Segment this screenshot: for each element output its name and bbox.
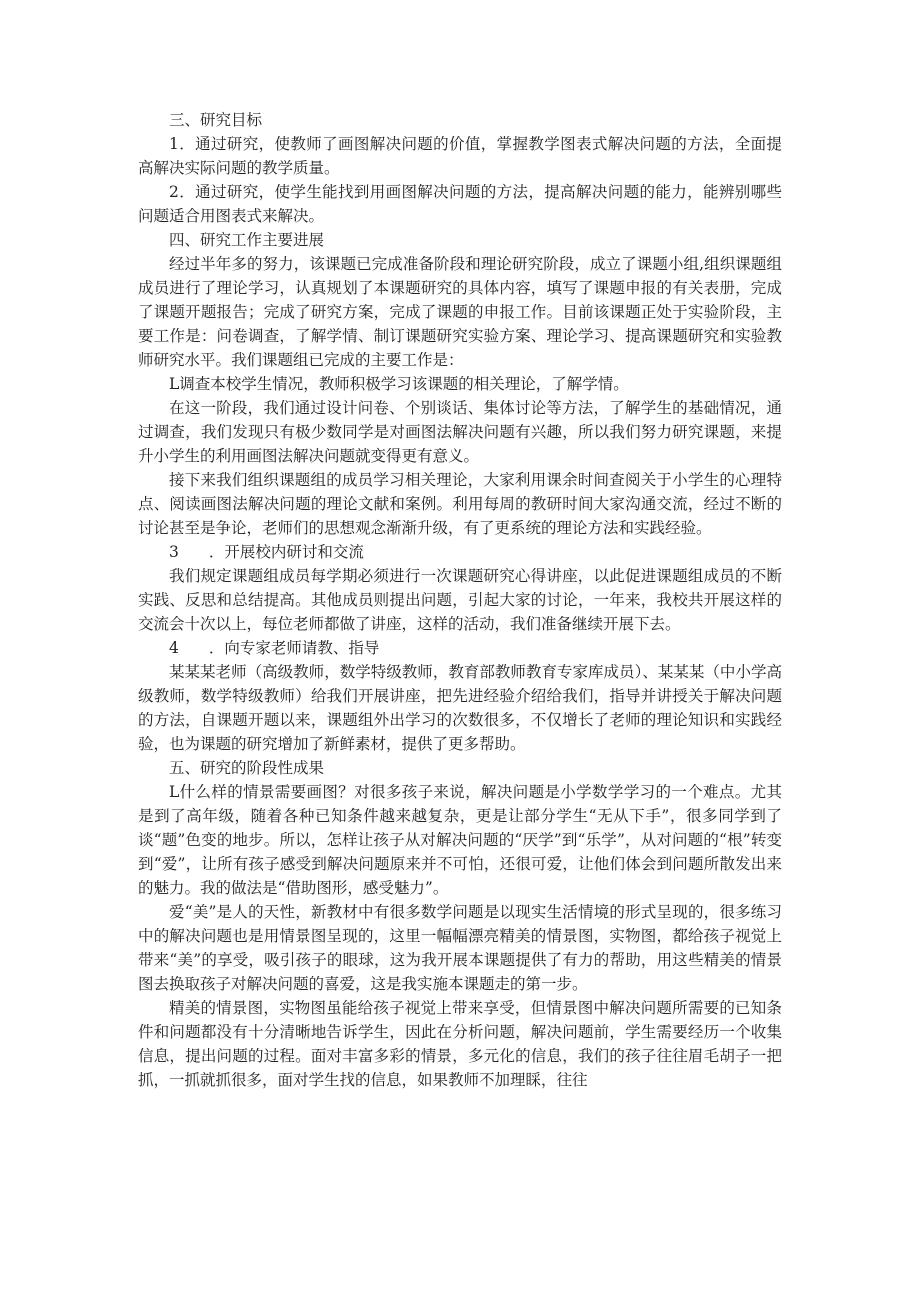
- paragraph: 某某某老师（高级教师，数学特级教师，教育部教师教育专家库成员）、某某某（中小学高级教师，数学特级教师）给我们开展讲座，把先进经验介绍给我们，指导并讲授关于解决问题的方法，自课题开题以来，课题组外出学习的次数很多，不仅增长了老师的理论知识和实践经验，也为课题的研究增加了新鲜素材，提供了更多帮助。: [138, 663, 782, 753]
- item-number: 3: [169, 543, 179, 561]
- paragraph: 爱“美”是人的天性，新教材中有很多数学问题是以现实生活情境的形式呈现的，很多练习中的解决问题也是用情景图呈现的，这里一幅幅漂亮精美的情景图，实物图，都给孩子视觉上带来“美”的享受，吸引孩子的眼球，这为我开展本课题提供了有力的帮助，用这些精美的情景图去换取孩子对解决问题的喜爱，这是我实施本课题走的第一步。: [138, 903, 782, 993]
- item-number: 4: [169, 639, 179, 657]
- item-text: ．向专家老师请教、指导: [208, 639, 380, 657]
- paragraph: 我们规定课题组成员每学期必须进行一次课题研究心得讲座，以此促进课题组成员的不断实践、反思和总结提高。其他成员则提出问题，引起大家的讨论，一年来，我校共开展这样的交流会十次以上，每位老师都做了讲座，这样的活动，我们准备继续开展下去。: [138, 567, 782, 633]
- section-heading-4: 四、研究工作主要进展: [169, 231, 325, 249]
- paragraph: 精美的情景图，实物图虽能给孩子视觉上带来享受，但情景图中解决问题所需要的已知条件和问题都没有十分清晰地告诉学生，因此在分析问题，解决问题前，学生需要经历一个收集信息，提出问题的过程。面对丰富多彩的情景，多元化的信息，我们的孩子往往眉毛胡子一把抓，一抓就抓很多，面对学生找的信息，如果教师不加理睬，往往: [138, 999, 782, 1089]
- paragraph: 经过半年多的努力，该课题已完成准备阶段和理论研究阶段，成立了课题小组,组织课题组成员进行了理论学习，认真规划了本课题研究的具体内容，填写了课题申报的有关表册，完成了课题开题报告；完成了研究方案，完成了课题的申报工作。目前该课题正处于实验阶段，主要工作是：问卷调查，了解学情、制订课题研究实验方案、理论学习、提高课题研究和实验教师研究水平。我们课题组已完成的主要工作是：: [138, 255, 782, 369]
- paragraph: 接下来我们组织课题组的成员学习相关理论，大家利用课余时间查阅关于小学生的心理特点、阅读画图法解决问题的理论文献和案例。利用每周的教研时间大家沟通交流，经过不断的讨论甚至是争论，老师们的思想观念渐渐升级，有了更系统的理论方法和实践经验。: [138, 471, 782, 537]
- paragraph: L什么样的情景需要画图？对很多孩子来说，解决问题是小学数学学习的一个难点。尤其是到了高年级，随着各种已知条件越来越复杂，更是让部分学生“无从下手”，很多同学到了谈“题”色变的地步。所以，怎样让孩子从对解决问题的“厌学”到“乐学”，从对问题的“根”转变到“爱”，让所有孩子感受到解决问题原来并不可怕，还很可爱，让他们体会到问题所散发出来的魅力。我的做法是“借助图形，感受魅力”。: [138, 783, 782, 897]
- paragraph: 2．通过研究，使学生能找到用画图解决问题的方法，提高解决问题的能力，能辨别哪些问题适合用图表式来解决。: [138, 183, 782, 225]
- section-heading-5: 五、研究的阶段性成果: [169, 759, 325, 777]
- paragraph: 1．通过研究，使教师了画图解决问题的价值，掌握教学图表式解决问题的方法，全面提高解决实际问题的教学质量。: [138, 135, 782, 177]
- paragraph: 在这一阶段，我们通过设计问卷、个别谈话、集体讨论等方法，了解学生的基础情况，通过调查，我们发现只有极少数同学是对画图法解决问题有兴趣，所以我们努力研究课题，来提升小学生的利用画图法解决问题就变得更有意义。: [138, 399, 782, 465]
- section-heading-3: 三、研究目标: [169, 111, 263, 129]
- numbered-item-3: [138, 540, 782, 564]
- paragraph: L调查本校学生情况，教师积极学习该课题的相关理论，了解学情。: [169, 375, 629, 393]
- item-text: ．开展校内研讨和交流: [208, 543, 364, 561]
- document-body: [138, 108, 782, 1092]
- numbered-item-4: [138, 636, 782, 660]
